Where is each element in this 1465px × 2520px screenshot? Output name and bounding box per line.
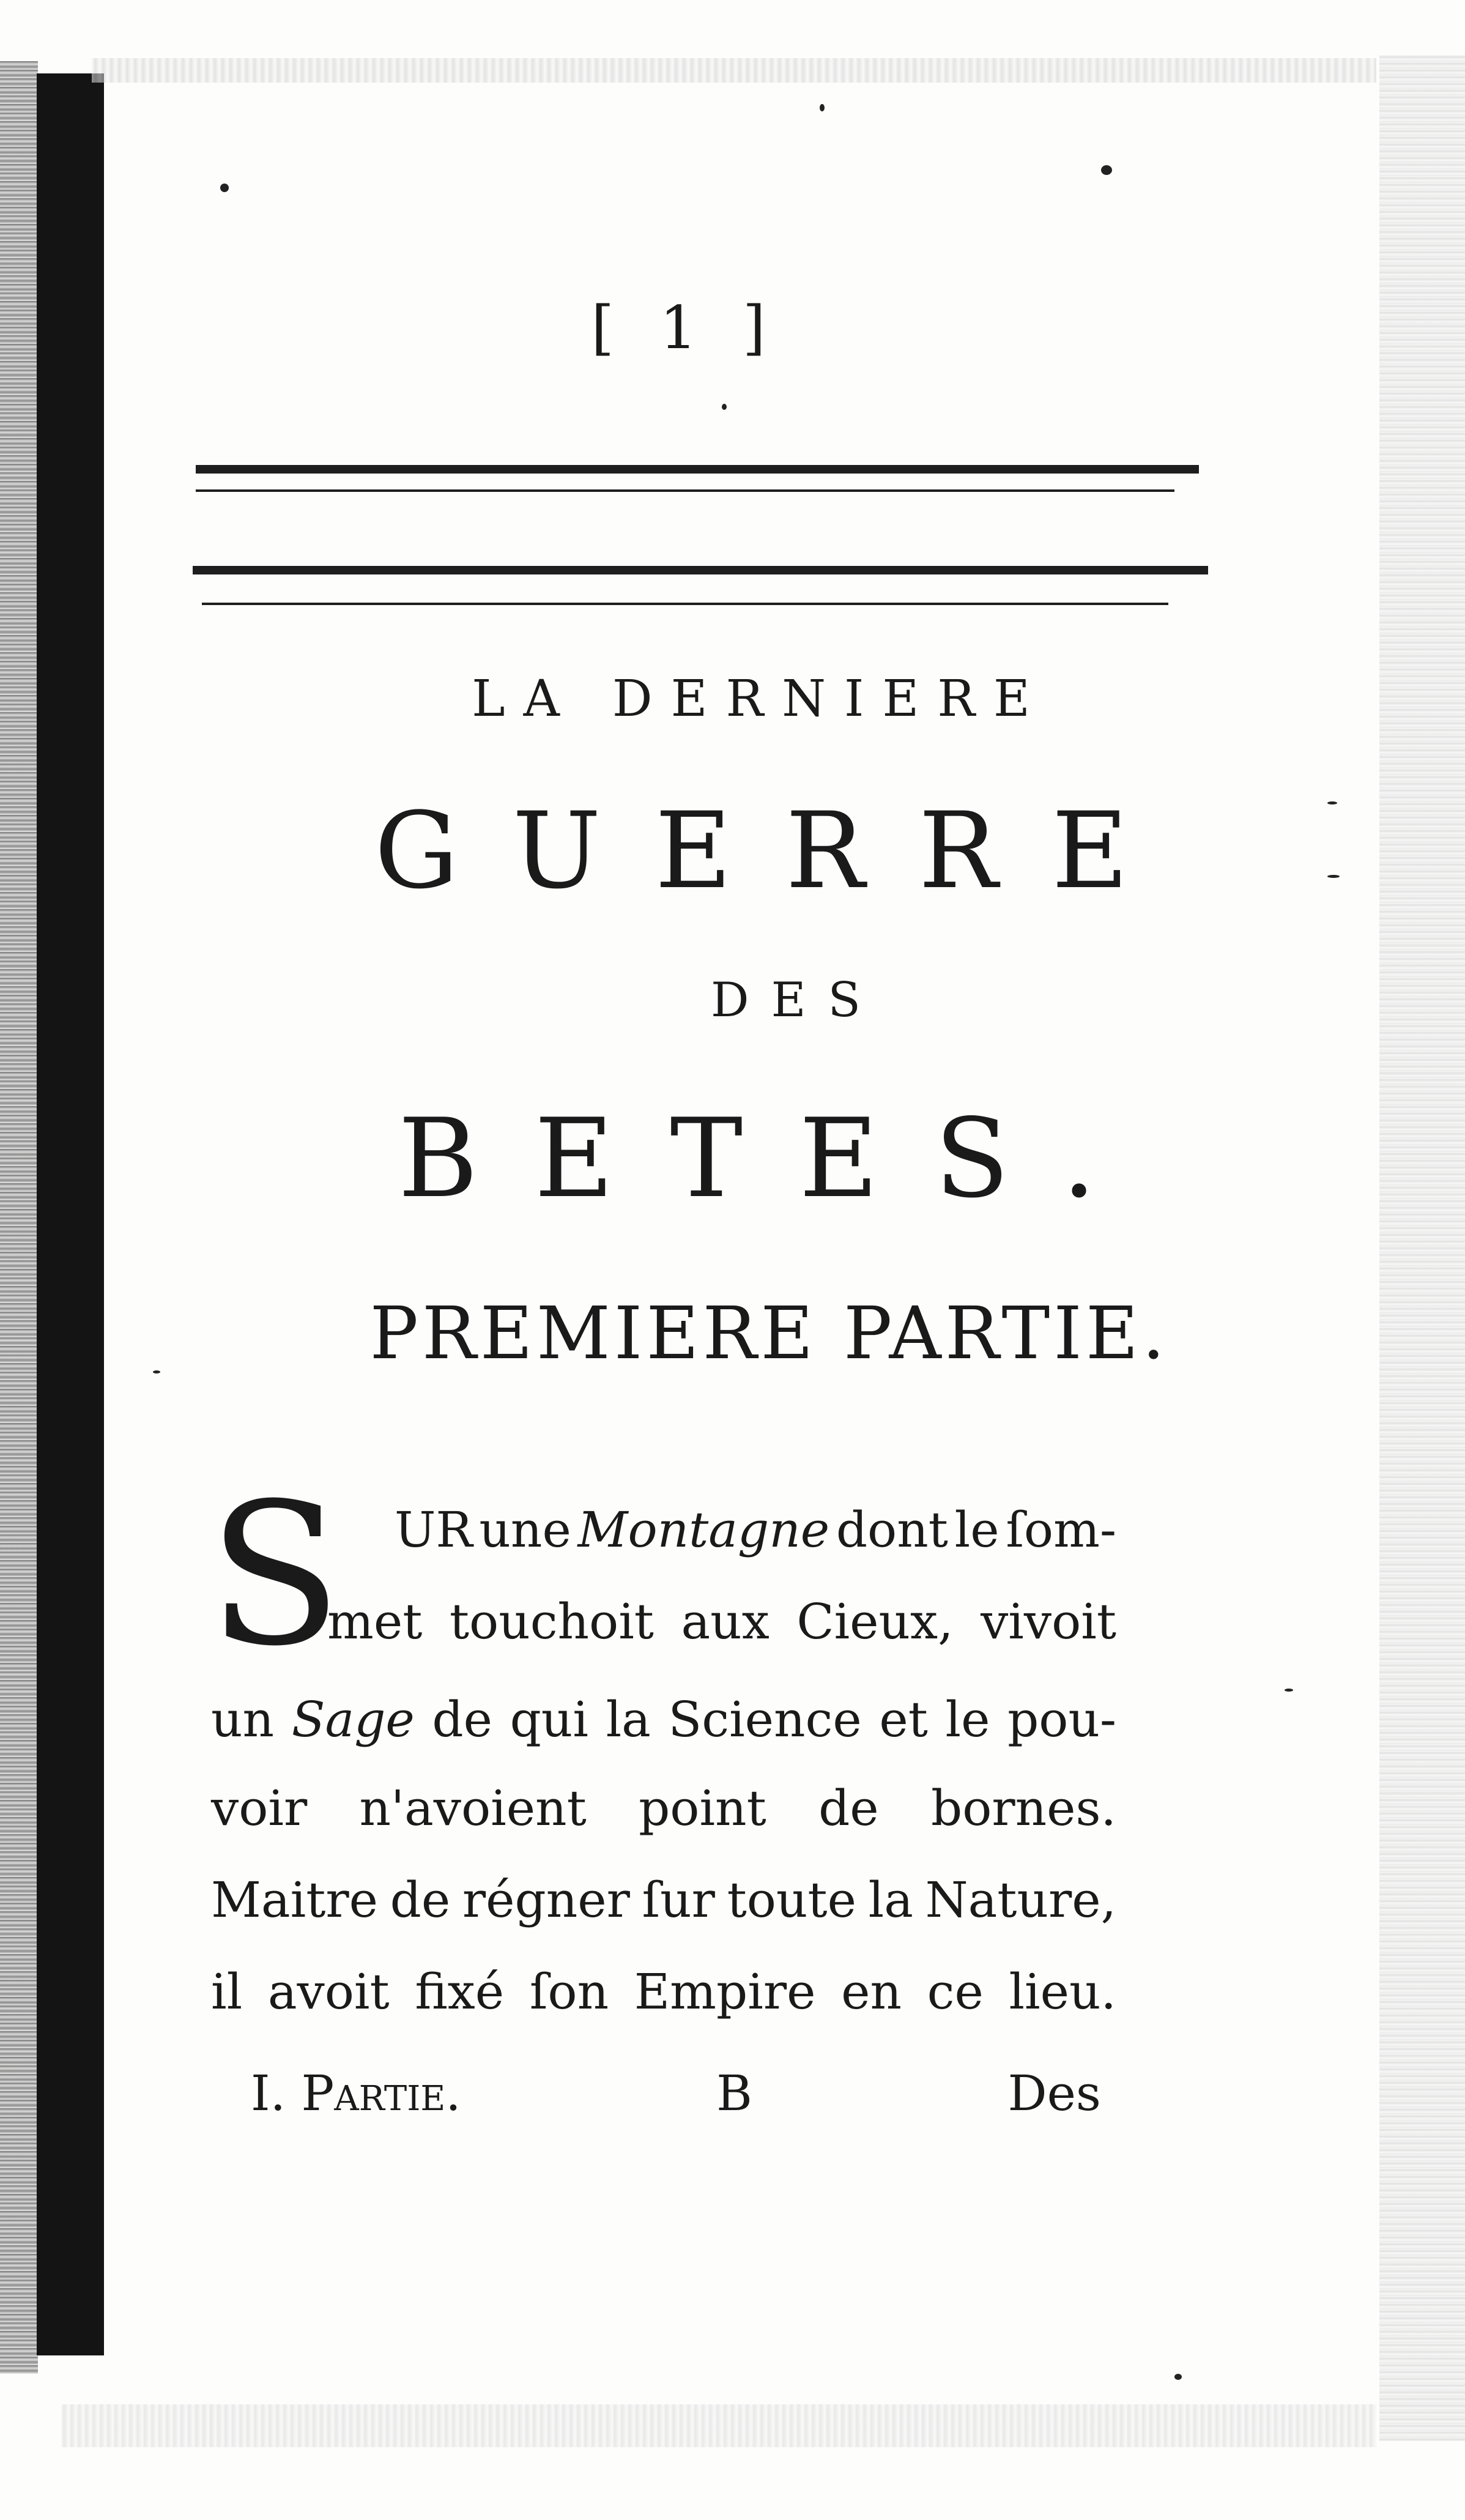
signature-mark: B xyxy=(716,2065,752,2122)
word: Science xyxy=(668,1691,862,1748)
signature-label: I. Partie. xyxy=(251,2065,461,2122)
body-line-2 xyxy=(327,1593,1116,1650)
word: de xyxy=(390,1871,451,1928)
word: Cieux, xyxy=(796,1593,954,1650)
body-line-5 xyxy=(211,1871,1116,1928)
word: avoit xyxy=(267,1963,390,2020)
heading-rule-thin xyxy=(202,603,1168,605)
word: Maitre xyxy=(211,1871,378,1928)
word: pou- xyxy=(1007,1691,1116,1748)
body-line-3 xyxy=(211,1691,1116,1748)
word: le xyxy=(945,1691,990,1748)
word: ſur xyxy=(642,1871,715,1928)
footer-line xyxy=(251,2065,1101,2122)
heading-rule-thick xyxy=(193,566,1208,574)
word: la xyxy=(606,1691,651,1748)
word: met xyxy=(327,1593,423,1650)
body-line-4 xyxy=(211,1780,1116,1837)
word: il xyxy=(211,1963,243,2020)
word: fixé xyxy=(415,1963,505,2020)
word: ſom- xyxy=(1006,1501,1116,1558)
word: Empire xyxy=(634,1963,816,2020)
word: Nature, xyxy=(925,1871,1116,1928)
word: et xyxy=(879,1691,928,1748)
word: point xyxy=(639,1780,766,1837)
drop-capital: S xyxy=(208,1462,343,1689)
scan-speck xyxy=(1101,165,1112,175)
word: lieu. xyxy=(1009,1963,1116,2020)
word: de xyxy=(432,1691,492,1748)
body-line-6 xyxy=(211,1963,1116,2020)
word: dont xyxy=(836,1501,948,1558)
title-line-betes: BETES. xyxy=(398,1095,1153,1222)
word: le xyxy=(954,1501,1000,1558)
word: un xyxy=(211,1691,275,1748)
word: ce xyxy=(927,1963,984,2020)
body-line-1 xyxy=(395,1501,1116,1558)
section-heading: PREMIERE PARTIE. xyxy=(369,1291,1169,1375)
heading-rule-thin xyxy=(196,489,1174,492)
word: vivoit xyxy=(981,1593,1116,1650)
scan-speck xyxy=(153,1370,160,1373)
word: en xyxy=(841,1963,902,2020)
scan-speck xyxy=(1174,2374,1182,2380)
scan-speck xyxy=(1327,801,1337,805)
word: Montagne xyxy=(577,1501,830,1558)
word: qui xyxy=(510,1691,588,1748)
scan-speck xyxy=(1285,1689,1293,1692)
scan-speck xyxy=(820,104,825,111)
heading-rule-thick xyxy=(196,465,1199,474)
word: UR xyxy=(395,1501,473,1558)
word: régner xyxy=(462,1871,630,1928)
word: aux xyxy=(681,1593,770,1650)
scan-speck xyxy=(1327,875,1340,878)
word: une xyxy=(479,1501,571,1558)
title-line-la-derniere: LA DERNIERE xyxy=(472,670,1048,728)
title-line-des: DES xyxy=(711,973,883,1028)
scan-speck xyxy=(722,404,727,410)
word: n'avoient xyxy=(359,1780,587,1837)
word: la xyxy=(868,1871,913,1928)
word: bornes. xyxy=(931,1780,1116,1837)
scan-speck xyxy=(220,184,229,192)
word: Sage xyxy=(291,1691,415,1748)
word: ſon xyxy=(529,1963,609,2020)
word: touchoit xyxy=(449,1593,654,1650)
word: voir xyxy=(211,1780,308,1837)
word: toute xyxy=(727,1871,856,1928)
title-line-guerre: GUERRE xyxy=(374,789,1182,912)
catchword: Des xyxy=(1007,2065,1101,2122)
word: de xyxy=(818,1780,879,1837)
page-number: [ 1 ] xyxy=(591,294,779,362)
